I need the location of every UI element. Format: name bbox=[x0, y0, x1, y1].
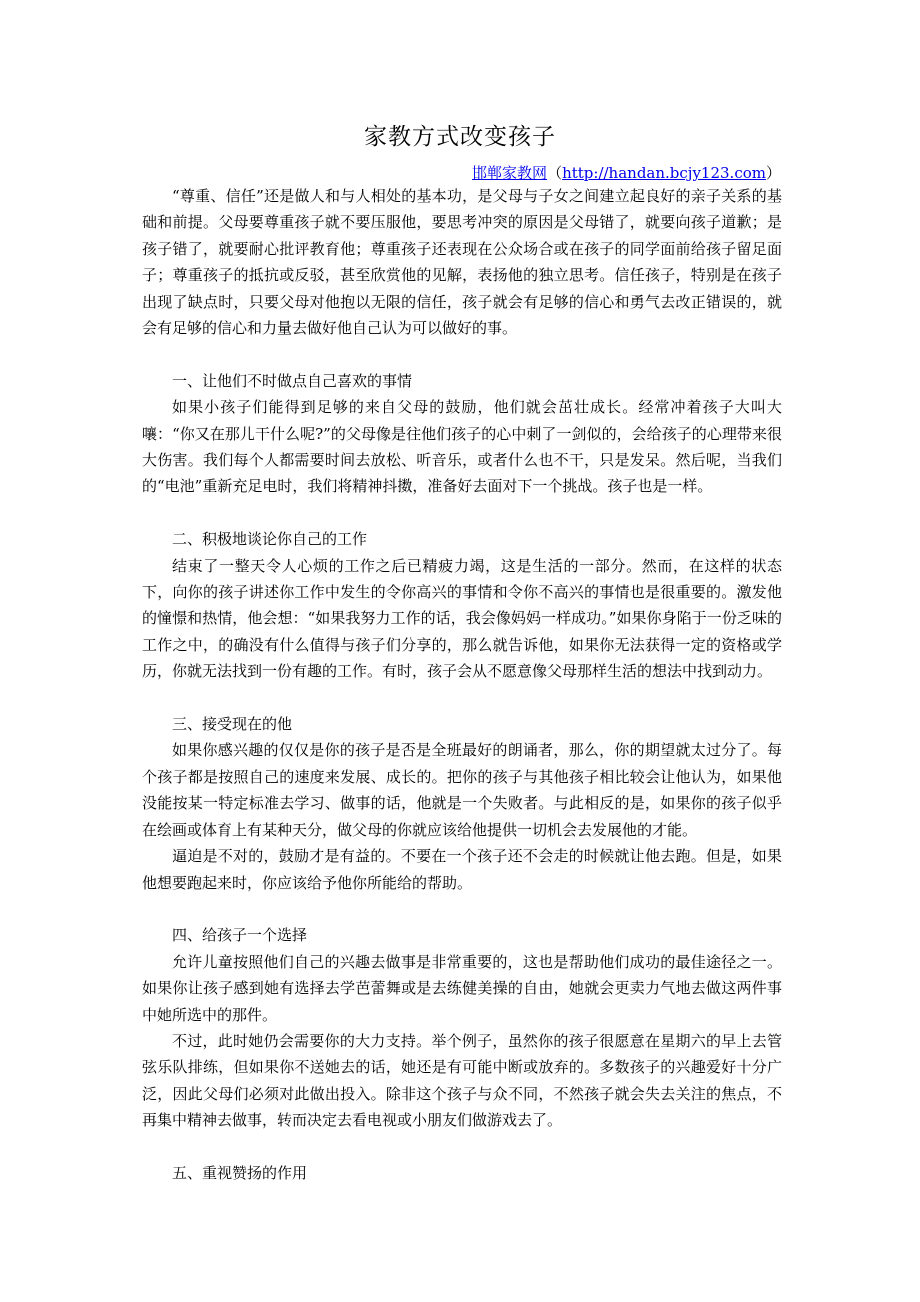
blank-line bbox=[142, 685, 782, 711]
intro-paragraph: “尊重、信任”还是做人和与人相处的基本功，是父母与子女之间建立起良好的亲子关系的基础和前提。父母要尊重孩子就不要压服他，要思考冲突的原因是父母错了，就要向孩子道歉；是孩子错了，就要耐心批评教育他；尊重孩子还表现在公众场合或在孩子的同学面前给孩子留足面子；尊重孩子的抵抗或反驳，甚至欣赏他的见解，表扬他的独立思考。信任孩子，特别是在孩子出现了缺点时，只要父母对他抱以无限的信任，孩子就会有足够的信心和勇气去改正错误的，就会有足够的信心和力量去做好他自己认为可以做好的事。 bbox=[142, 187, 782, 338]
section-heading-1: 一、让他们不时做点自己喜欢的事情 bbox=[172, 371, 413, 390]
blank-line bbox=[142, 500, 782, 526]
document-title: 家教方式改变孩子 bbox=[364, 124, 556, 150]
blank-line bbox=[142, 341, 782, 367]
section-4-paragraph-1: 允许儿童按照他们自己的兴趣去做事是非常重要的，这也是帮助他们成功的最佳途径之一。如果你让孩子感到她有选择去学芭蕾舞或是去练健美操的自由，她就会更卖力气地去做这两件事中她所选中的那件。 bbox=[142, 952, 782, 1024]
section-4-paragraph-2: 不过，此时她仍会需要你的大力支持。举个例子，虽然你的孩子很愿意在星期六的早上去管弦乐队排练，但如果你不送她去的话，她还是有可能中断或放弃的。多数孩子的兴趣爱好十分广泛，因此父母们必须对此做出投入。除非这个孩子与众不同，不然孩子就会失去关注的焦点，不再集中精神去做事，转而决定去看电视或小朋友们做游戏去了。 bbox=[142, 1031, 782, 1130]
source-line bbox=[0, 162, 781, 184]
section-1-paragraph: 如果小孩子们能得到足够的来自父母的鼓励，他们就会茁壮成长。经常冲着孩子大叫大嚷：“你又在那儿干什么呢?”的父母像是往他们孩子的心中刺了一剑似的，会给孩子的心理带来很大伤害。我们每个人都需要时间去放松、听音乐，或者什么也不干，只是发呆。然后呢，当我们的“电池”重新充足电时，我们将精神抖擞，准备好去面对下一个挑战。孩子也是一样。 bbox=[142, 398, 782, 496]
section-heading-5: 五、重视赞扬的作用 bbox=[172, 1163, 308, 1182]
section-heading-3: 三、接受现在的他 bbox=[172, 715, 293, 734]
blank-line bbox=[142, 896, 782, 922]
section-3-paragraph-2: 逼迫是不对的，鼓励才是有益的。不要在一个孩子还不会走的时候就让他去跑。但是，如果他想要跑起来时，你应该给予他你所能给的帮助。 bbox=[142, 847, 782, 892]
source-url-link[interactable]: http://handan.bcjy123.com bbox=[562, 164, 766, 182]
section-heading-2: 二、积极地谈论你自己的工作 bbox=[172, 530, 368, 549]
source-close-paren: ） bbox=[765, 164, 781, 182]
source-open-paren: （ bbox=[547, 164, 563, 182]
section-heading-4: 四、给孩子一个选择 bbox=[172, 926, 308, 945]
source-site-link[interactable]: 邯郸家教网 bbox=[472, 164, 548, 182]
document-body bbox=[142, 183, 782, 1186]
section-3-paragraph-1: 如果你感兴趣的仅仅是你的孩子是否是全班最好的朗诵者，那么，你的期望就太过分了。每个孩子都是按照自己的速度来发展、成长的。把你的孩子与其他孩子相比较会让他认为，如果他没能按某一特定标准去学习、做事的话，他就是一个失败者。与此相反的是，如果你的孩子似乎在绘画或体育上有某种天分，做父母的你就应该给他提供一切机会去发展他的才能。 bbox=[142, 741, 782, 839]
section-2-paragraph: 结束了一整天令人心烦的工作之后已精疲力竭，这是生活的一部分。然而，在这样的状态下，向你的孩子讲述你工作中发生的令你高兴的事情和令你不高兴的事情也是很重要的。激发他的憧憬和热情，他会想：“如果我努力工作的话，我会像妈妈一样成功。”如果你身陷于一份乏味的工作之中，的确没有什么值得与孩子们分享的，那么就告诉他，如果你无法获得一定的资格或学历，你就无法找到一份有趣的工作。有时，孩子会从不愿意像父母那样生活的想法中找到动力。 bbox=[142, 556, 782, 681]
blank-line bbox=[142, 1134, 782, 1160]
